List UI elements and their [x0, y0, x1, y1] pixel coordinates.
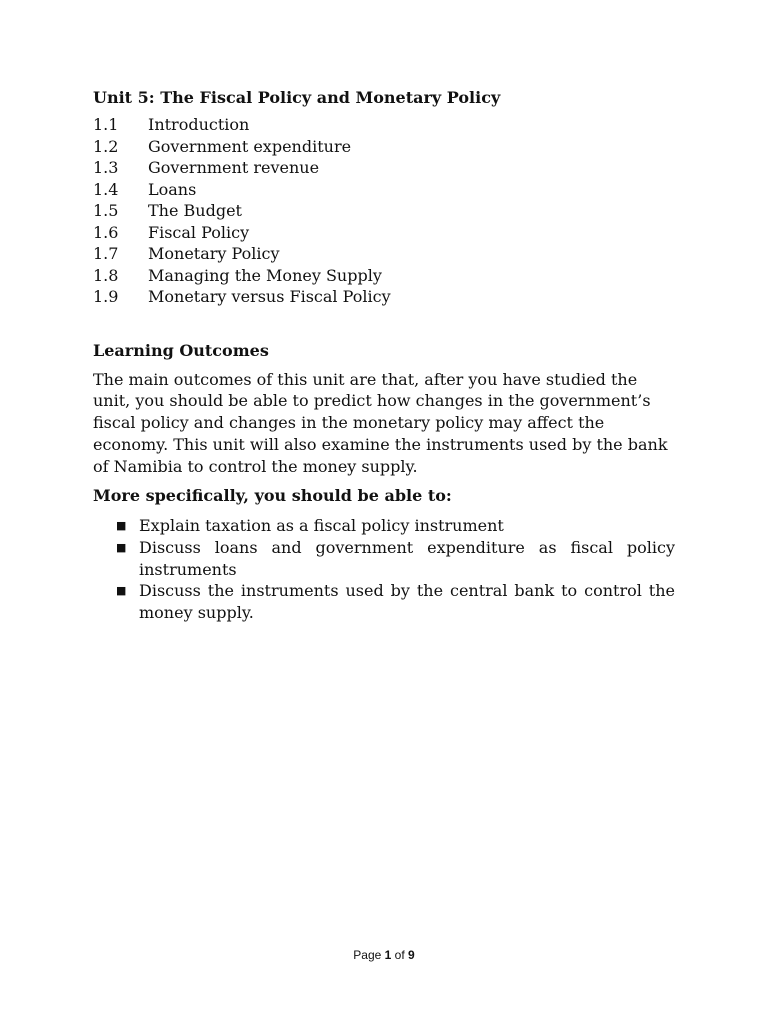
bullet-item: [93, 515, 675, 537]
unit-title: Unit 5: The Fiscal Policy and Monetary Policy: [93, 88, 501, 107]
toc-item: [93, 286, 675, 308]
toc-label: Government revenue: [148, 158, 320, 177]
toc-label: Monetary Policy: [148, 244, 280, 263]
toc-item: [93, 265, 675, 287]
toc-item: [93, 243, 675, 265]
total-pages-number: 9: [408, 948, 415, 962]
toc-number: 1.8: [93, 265, 119, 285]
toc-label: Loans: [148, 179, 197, 199]
document-page: [93, 86, 675, 623]
bullet-text: Explain taxation as a fiscal policy instrument: [139, 516, 504, 536]
current-page-number: 1: [384, 948, 392, 962]
page-footer: [0, 946, 768, 964]
toc-item: [93, 136, 675, 158]
toc-number: 1.6: [93, 222, 119, 242]
square-bullet-icon: ■: [116, 519, 127, 533]
toc-label: Government expenditure: [148, 136, 352, 156]
bullet-text: Discuss loans and government expenditure as fiscal policy instruments: [139, 538, 675, 579]
toc-item: [93, 157, 675, 179]
square-bullet-icon: ■: [116, 541, 127, 555]
toc-number: 1.2: [93, 136, 119, 156]
outcomes-bullet-list: [93, 515, 675, 623]
bullet-item: [93, 537, 675, 580]
toc-item: [93, 200, 675, 222]
toc-item: [93, 114, 675, 136]
toc-number: 1.5: [93, 201, 119, 220]
toc-number: 1.1: [93, 115, 119, 134]
toc-label: Introduction: [148, 115, 250, 134]
learning-outcomes-heading: Learning Outcomes: [93, 340, 269, 360]
bullet-text: Discuss the instruments used by the central bank to control the money supply.: [139, 581, 675, 622]
toc-label: Managing the Money Supply: [148, 265, 382, 285]
specific-outcomes-heading: More specifically, you should be able to:: [93, 486, 452, 506]
toc-item: [93, 179, 675, 201]
toc-label: The Budget: [148, 201, 242, 220]
toc-item: [93, 222, 675, 244]
toc-label: Fiscal Policy: [148, 222, 250, 242]
learning-outcomes-paragraph: The main outcomes of this unit are that, after you have studied the unit, you should be able to predict how changes in the government’s fiscal policy and changes in the monetary policy may affect the economy. This unit will also examine the instruments used by the bank of Namibia to control the money supply.: [93, 369, 668, 476]
bullet-item: [93, 580, 675, 623]
of-label: of: [394, 948, 405, 962]
square-bullet-icon: ■: [116, 584, 127, 598]
toc-number: 1.3: [93, 158, 119, 177]
toc-number: 1.9: [93, 287, 119, 306]
toc-number: 1.4: [93, 179, 119, 199]
toc-label: Monetary versus Fiscal Policy: [148, 287, 391, 306]
toc-number: 1.7: [93, 244, 119, 263]
table-of-contents: [93, 114, 675, 308]
page-label: Page: [353, 948, 382, 962]
